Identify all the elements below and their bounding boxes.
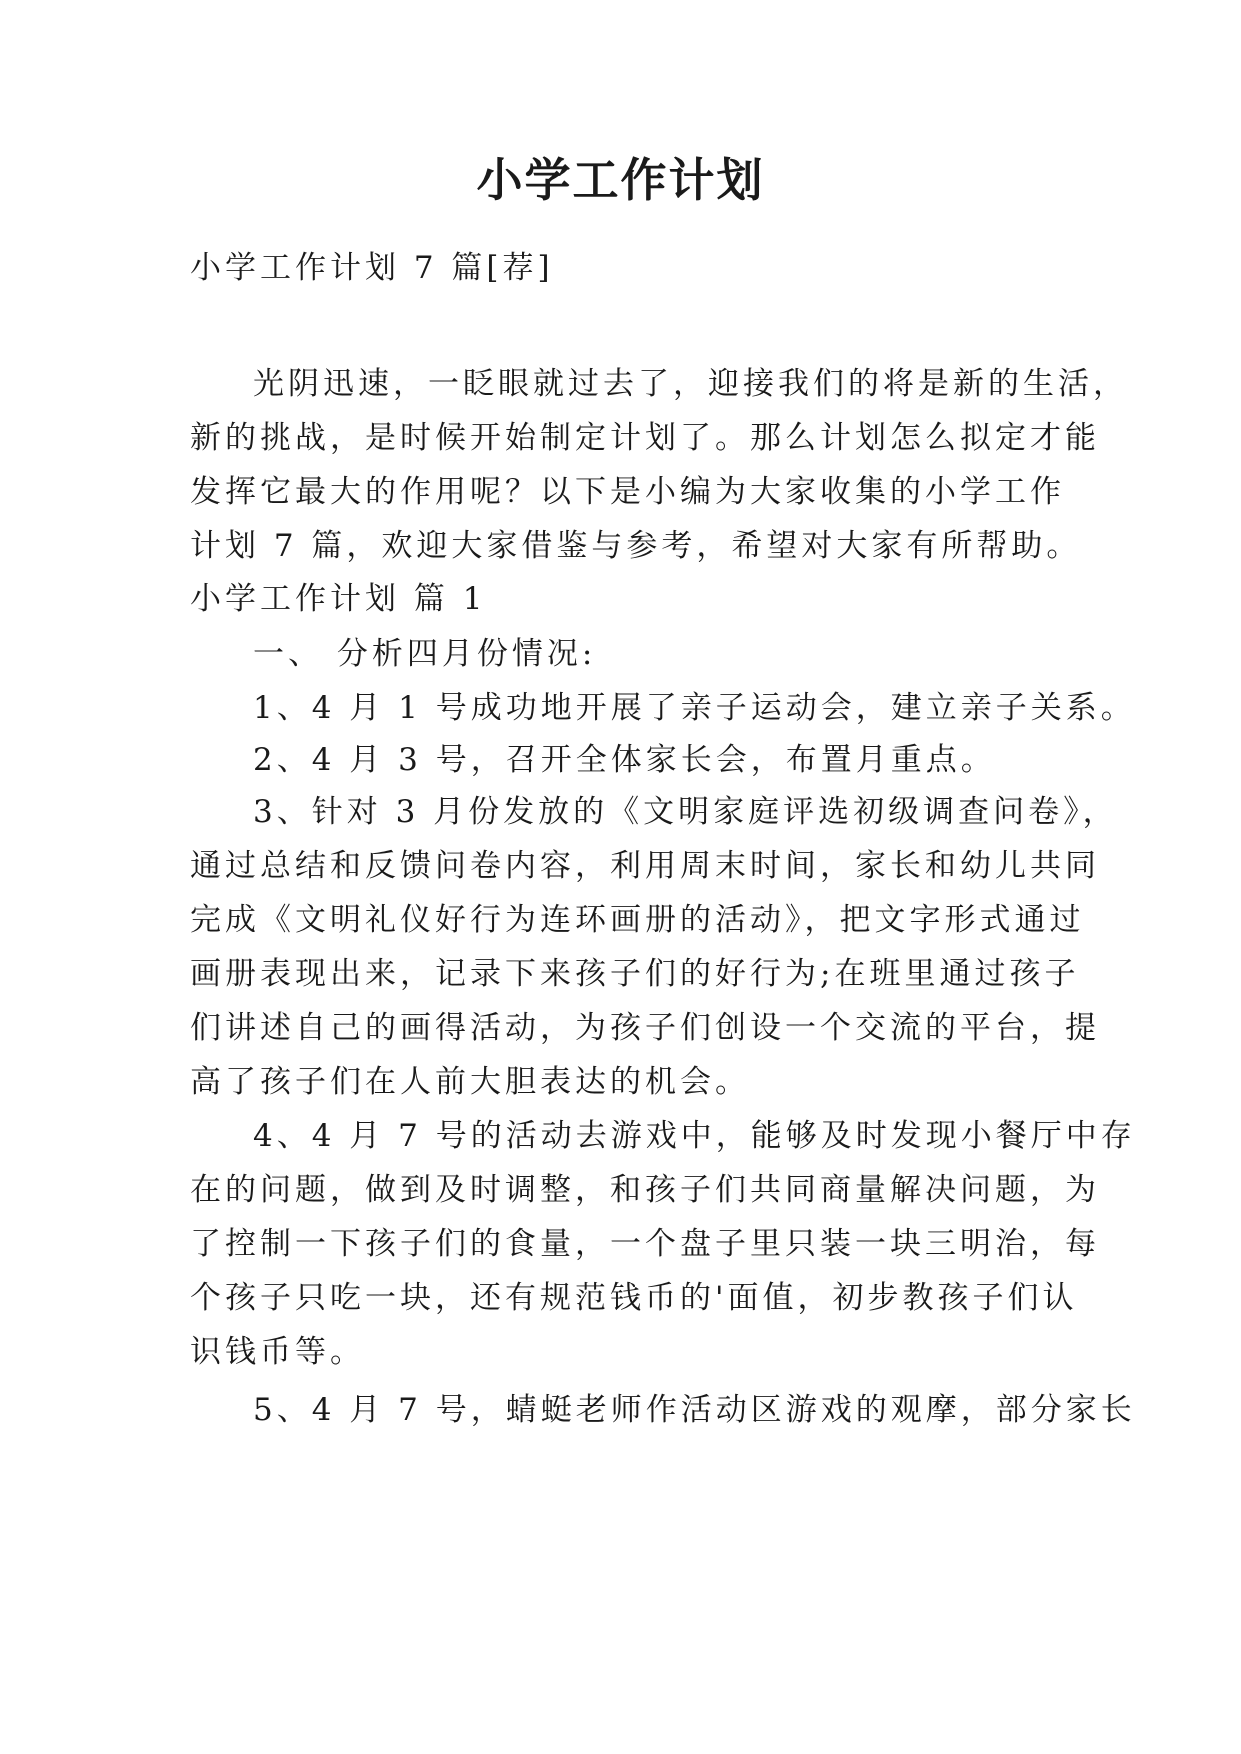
paragraph-line: 1、4 月 1 号成功地开展了亲子运动会，建立亲子关系。 bbox=[253, 690, 1136, 726]
paragraph-line: 光阴迅速，一眨眼就过去了，迎接我们的将是新的生活， bbox=[253, 366, 1128, 402]
paragraph-line: 了控制一下孩子们的食量，一个盘子里只装一块三明治，每 bbox=[190, 1226, 1100, 1262]
paragraph-line: 识钱币等。 bbox=[190, 1334, 365, 1370]
paragraph-line: 计划 7 篇，欢迎大家借鉴与参考，希望对大家有所帮助。 bbox=[190, 528, 1082, 564]
paragraph-line: 高了孩子们在人前大胆表达的机会。 bbox=[190, 1064, 750, 1100]
paragraph-line: 一、 分析四月份情况: bbox=[253, 636, 597, 672]
paragraph-line: 在的问题，做到及时调整，和孩子们共同商量解决问题，为 bbox=[190, 1172, 1100, 1208]
paragraph-line: 2、4 月 3 号，召开全体家长会，布置月重点。 bbox=[253, 742, 996, 778]
paragraph-line: 们讲述自己的画得活动，为孩子们创设一个交流的平台，提 bbox=[190, 1010, 1100, 1046]
paragraph-line: 个孩子只吃一块，还有规范钱币的'面值，初步教孩子们认 bbox=[190, 1280, 1078, 1316]
document-subtitle: 小学工作计划 7 篇[荐] bbox=[190, 250, 554, 286]
paragraph-line: 发挥它最大的作用呢？以下是小编为大家收集的小学工作 bbox=[190, 474, 1065, 510]
paragraph-line: 3、针对 3 月份发放的《文明家庭评选初级调查问卷》， bbox=[253, 794, 1118, 830]
section-heading: 小学工作计划 篇 1 bbox=[190, 581, 487, 617]
paragraph-line: 通过总结和反馈问卷内容，利用周末时间，家长和幼儿共同 bbox=[190, 848, 1100, 884]
paragraph-line: 4、4 月 7 号的活动去游戏中，能够及时发现小餐厅中存 bbox=[253, 1118, 1136, 1154]
paragraph-line: 完成《文明礼仪好行为连环画册的活动》，把文字形式通过 bbox=[190, 902, 1085, 938]
paragraph-line: 新的挑战，是时候开始制定计划了。那么计划怎么拟定才能 bbox=[190, 420, 1100, 456]
paragraph-line: 画册表现出来，记录下来孩子们的好行为;在班里通过孩子 bbox=[190, 956, 1080, 992]
document-title: 小学工作计划 bbox=[476, 153, 765, 207]
paragraph-line: 5、4 月 7 号，蜻蜓老师作活动区游戏的观摩，部分家长 bbox=[253, 1392, 1136, 1428]
